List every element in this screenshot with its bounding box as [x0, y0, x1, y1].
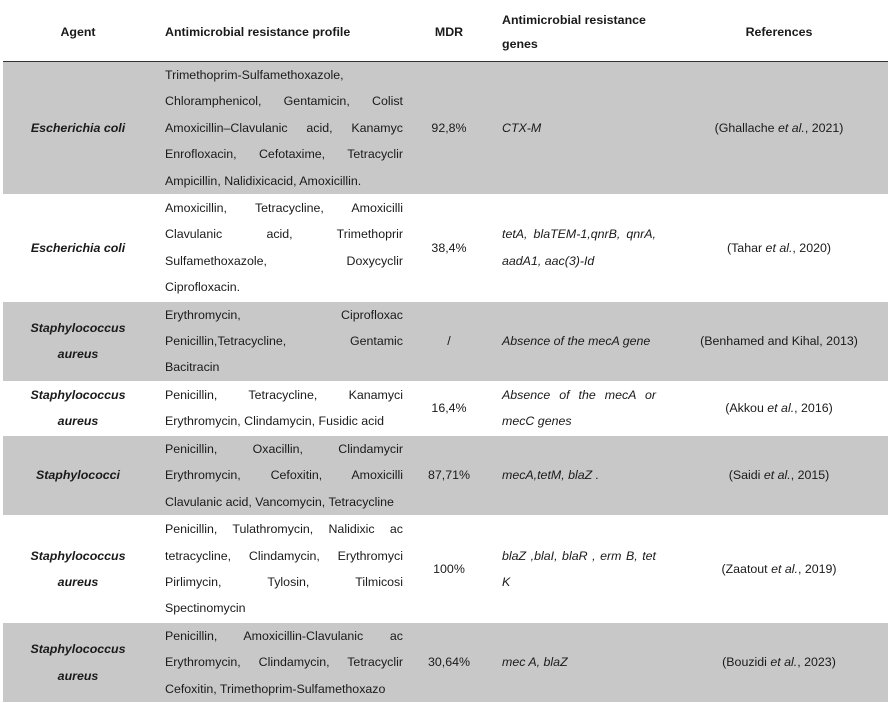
profile-line: Amoxicillin, Tetracycline, Amoxicilli: [165, 201, 403, 216]
cell-genes: tetA, blaTEM-1,qnrB, qnrA, aadA1, aac(3)-Id: [502, 227, 656, 268]
cell-agent: Staphylococcus aureus: [30, 548, 126, 589]
profile-line: Enrofloxacin, Cefotaxime, Tetracyclir: [165, 147, 403, 162]
table-row: [3, 622, 888, 702]
cell-genes: Absence of the mecA or mecC genes: [502, 387, 656, 429]
resistance-table: [3, 3, 888, 703]
cell-profile: [153, 62, 403, 195]
profile-line: Clavulanic acid, Vancomycin, Tetracycline: [165, 494, 394, 509]
reference-etal: et al.: [777, 120, 805, 135]
cell-agent: Staphylococcus aureus: [3, 301, 153, 381]
table-row: [3, 195, 888, 302]
profile-line: Erythromycin, Clindamycin, Fusidic acid: [165, 414, 384, 429]
profile-line: Bacitracin: [165, 360, 220, 375]
cell-genes: mecA,tetM, blaZ .: [495, 435, 670, 515]
header-genes: Antimicrobial resistance genes: [495, 3, 670, 62]
cell-agent: Staphylococci: [3, 435, 153, 515]
profile-line: Clavulanic acid, Trimethoprir: [165, 227, 403, 242]
table-row: [3, 515, 888, 622]
cell-agent: Escherichia coli: [3, 62, 153, 195]
cell-reference: [670, 195, 888, 302]
table-row: [3, 435, 888, 515]
cell-profile: [153, 435, 403, 515]
reference-author: (Ghallache: [714, 120, 778, 135]
profile-line: Sulfamethoxazole, Doxycyclir: [165, 253, 403, 268]
cell-reference: [670, 62, 888, 195]
table-row: [3, 301, 888, 381]
profile-line: Cefoxitin, Trimethoprim-Sulfamethoxazo: [165, 681, 386, 696]
reference-year: , 2019): [797, 561, 837, 576]
reference-year: , 2015): [790, 468, 830, 483]
profile-line: Ciprofloxacin.: [165, 280, 241, 295]
header-mdr: MDR: [403, 3, 495, 62]
cell-profile: [153, 195, 403, 302]
header-row: [3, 3, 888, 62]
reference-year: , 2020): [792, 240, 831, 255]
header-agent: Agent: [3, 3, 153, 62]
reference-year: , 2023): [797, 655, 836, 670]
profile-line: Spectinomycin: [165, 601, 246, 616]
cell-reference: [670, 435, 888, 515]
table-row: [3, 62, 888, 195]
header-profile: Antimicrobial resistance profile: [153, 3, 403, 62]
profile-line: Penicillin, Tetracycline, Kanamyci: [165, 387, 403, 402]
cell-mdr: 16,4%: [431, 401, 467, 416]
cell-profile: [153, 515, 403, 622]
cell-profile: [153, 381, 403, 435]
reference-author: (Zaatout: [721, 561, 772, 576]
profile-line: Penicillin, Tulathromycin, Nalidixic ac: [165, 522, 403, 537]
profile-line: Trimethoprim-Sulfamethoxazole,: [165, 68, 344, 82]
reference-author: (Benhamed and Kihal, 2013): [700, 334, 858, 349]
reference-author: (Saidi: [728, 468, 764, 483]
reference-etal: et al.: [765, 240, 793, 255]
profile-line: Pirlimycin, Tylosin, Tilmicosi: [165, 574, 403, 589]
reference-author: (Tahar: [726, 240, 766, 255]
cell-profile: [153, 301, 403, 381]
profile-line: Ampicillin, Nalidixicacid, Amoxicillin.: [165, 173, 362, 188]
profile-line: Chloramphenicol, Gentamicin, Colist: [165, 94, 403, 109]
profile-line: Erythromycin, Cefoxitin, Amoxicilli: [165, 468, 403, 483]
profile-line: Amoxicillin–Clavulanic acid, Kanamyc: [165, 120, 403, 135]
cell-mdr: 92,8%: [403, 62, 495, 195]
cell-mdr: /: [403, 301, 495, 381]
cell-genes: mec A, blaZ: [495, 622, 670, 702]
profile-line: Penicillin, Amoxicillin-Clavulanic ac: [165, 628, 403, 643]
cell-genes: CTX-M: [495, 62, 670, 195]
header-references: References: [670, 3, 888, 62]
cell-genes: blaZ ,blaI, blaR , erm B, tet K: [502, 548, 656, 589]
reference-etal: et al.: [770, 655, 798, 670]
cell-agent: Escherichia coli: [30, 240, 126, 255]
cell-reference: [670, 515, 888, 622]
cell-genes: Absence of the mecA gene: [495, 301, 670, 381]
cell-agent: Staphylococcus aureus: [3, 622, 153, 702]
table-row: [3, 381, 888, 435]
reference-etal: et al.: [763, 468, 791, 483]
profile-line: Erythromycin, Clindamycin, Tetracyclir: [165, 655, 403, 670]
cell-reference: [670, 301, 888, 381]
cell-reference: [670, 381, 888, 435]
cell-mdr: 38,4%: [431, 240, 467, 255]
reference-etal: et al.: [767, 401, 795, 416]
reference-etal: et al.: [771, 561, 798, 576]
profile-line: tetracycline, Clindamycin, Erythromyci: [165, 548, 403, 563]
cell-mdr: 100%: [433, 561, 465, 576]
reference-year: , 2021): [804, 120, 844, 135]
profile-line: Penicillin,Tetracycline, Gentamic: [165, 334, 403, 349]
profile-line: Erythromycin, Ciprofloxac: [165, 307, 403, 322]
cell-profile: [153, 622, 403, 702]
reference-year: , 2016): [794, 401, 833, 416]
reference-author: (Bouzidi: [722, 655, 771, 670]
cell-agent: Staphylococcus aureus: [30, 387, 126, 429]
cell-mdr: 30,64%: [403, 622, 495, 702]
reference-author: (Akkou: [725, 401, 768, 416]
cell-mdr: 87,71%: [403, 435, 495, 515]
profile-line: Penicillin, Oxacillin, Clindamycir: [165, 441, 403, 456]
cell-reference: [670, 622, 888, 702]
